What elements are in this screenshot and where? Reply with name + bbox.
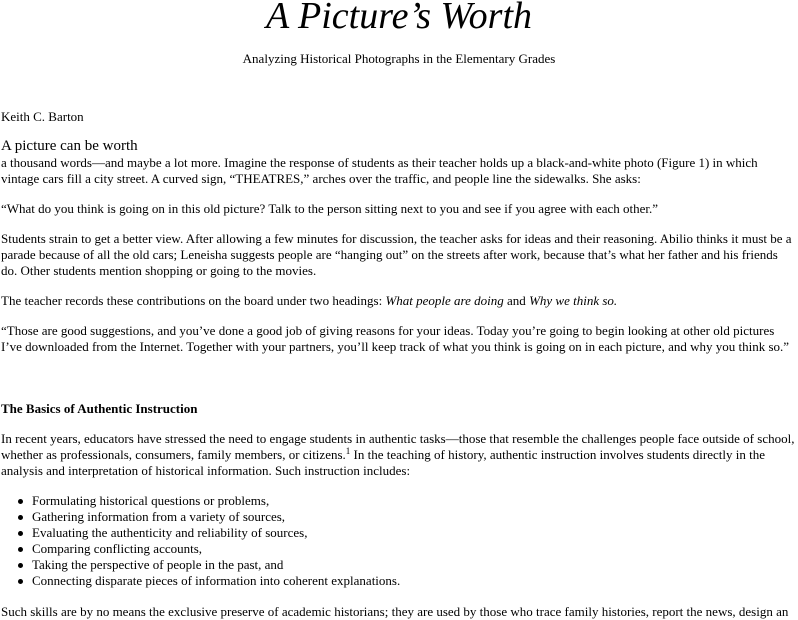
list-item: [32, 557, 797, 573]
board-headings-text: The teacher records these contributions on the board under two headings:: [1, 293, 386, 308]
list-item: [32, 525, 797, 541]
paragraph-board-headings: [1, 293, 797, 309]
list-item-text: Taking the perspective of people in the past, and: [32, 557, 284, 572]
paragraph-teacher-instructions: “Those are good suggestions, and you’ve done a good job of giving reasons for your ideas. Today you’re going to begin looking at other old pictures I’ve downloaded from the Internet. Together with your partners, you’ll keep track of what you think is going on in each picture, and why you think so.”: [1, 323, 790, 354]
section-heading: The Basics of Authentic Instruction: [1, 401, 198, 416]
board-headings-and: and: [503, 293, 530, 308]
heading-why-we-think-so: Why we think so.: [529, 293, 618, 308]
authentic-instruction-text: In recent years, educators have stressed the need to engage students in authentic tasks—those that resemble the challenges people face outside of school, whether as professionals, consumers, family members, or citizens.: [1, 431, 795, 462]
list-item: [32, 493, 797, 509]
author-byline: Keith C. Barton: [1, 109, 84, 124]
list-item-text: Formulating historical questions or problems,: [32, 493, 270, 508]
page-subtitle: Analyzing Historical Photographs in the Elementary Grades: [242, 51, 556, 66]
lead-phrase: A picture can be worth: [1, 138, 138, 154]
list-item: [32, 573, 797, 589]
list-item: [32, 509, 797, 525]
paragraph-student-responses: Students strain to get a better view. After allowing a few minutes for discussion, the teacher asks for ideas and their reasoning. Abilio thinks it must be a parade because of all the old cars; Leneisha suggests people are “hanging out” on the streets after work, because that’s what her father and his friends do. Other students mention shopping or going to the movies.: [1, 231, 792, 278]
bullet-icon: [18, 531, 23, 536]
paragraph-intro: a thousand words—and maybe a lot more. Imagine the response of students as their teacher holds up a black-and-white photo (Figure 1) in which vintage cars fill a city street. A curved sign, “THEATRES,” arches over the traffic, and people line the sidewalks. She asks:: [1, 155, 758, 186]
heading-what-people-are-doing: What people are doing: [385, 293, 504, 308]
bullet-icon: [18, 563, 23, 568]
list-item-text: Connecting disparate pieces of information into coherent explanations.: [32, 573, 401, 588]
list-item-text: Comparing conflicting accounts,: [32, 541, 203, 556]
page-title: A Picture’s Worth: [265, 0, 533, 37]
article-body: [1, 109, 797, 620]
footnote-marker[interactable]: 1: [345, 446, 351, 456]
bullet-icon: [18, 547, 23, 552]
bullet-icon: [18, 515, 23, 520]
bullet-icon: [18, 499, 23, 504]
paragraph-teacher-question: “What do you think is going on in this old picture? Talk to the person sitting next to you and see if you agree with each other.”: [1, 201, 659, 216]
list-item: [32, 541, 797, 557]
bullet-icon: [18, 579, 23, 584]
skills-list: [1, 493, 797, 589]
list-item-text: Gathering information from a variety of sources,: [32, 509, 286, 524]
authentic-instruction-continued: In the teaching of history, authentic instruction involves students directly in the analysis and interpretation of historical information. Such instruction includes:: [1, 447, 765, 478]
paragraph-skills-usage: Such skills are by no means the exclusive preserve of academic historians; they are used by those who trace family histories, report the news, design an: [1, 604, 789, 619]
paragraph-authentic-instruction: [1, 431, 797, 479]
list-item-text: Evaluating the authenticity and reliability of sources,: [32, 525, 308, 540]
